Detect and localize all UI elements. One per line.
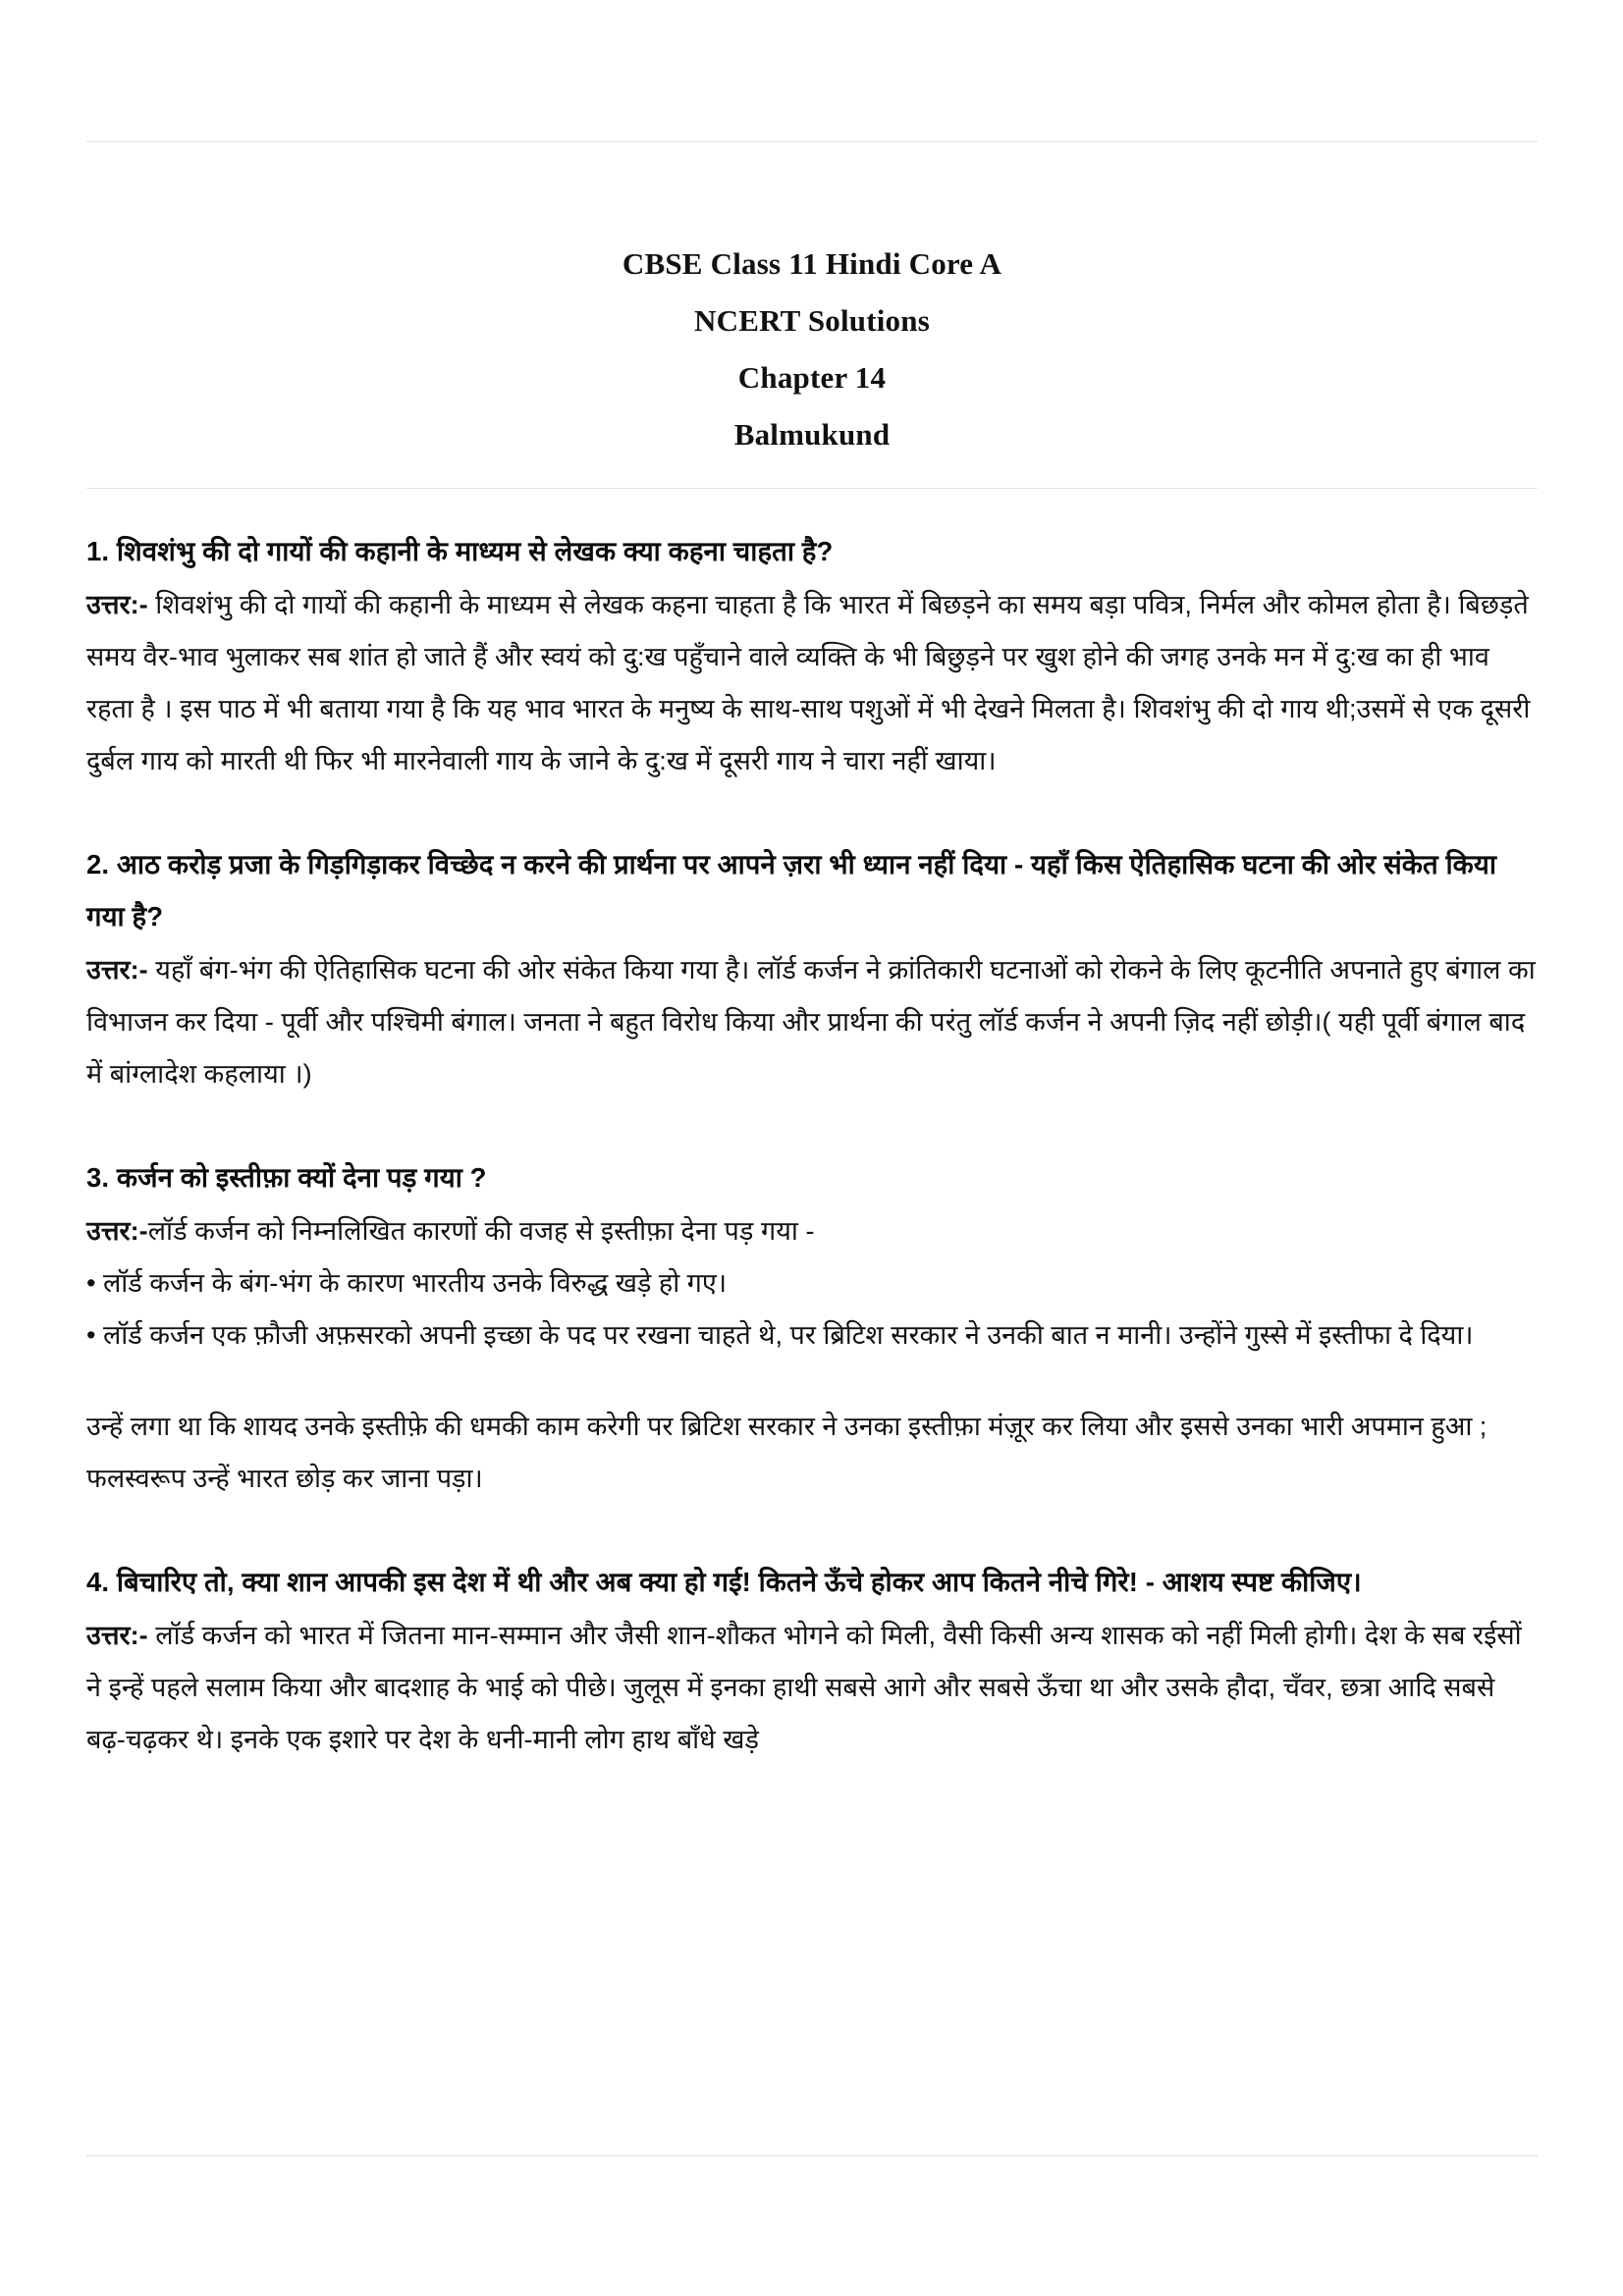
- title-separator-rule: [86, 488, 1538, 489]
- answer-label-2: उत्तर:-: [86, 955, 148, 985]
- qa-item-2: [86, 838, 1538, 1100]
- answer-text-3: लॉर्ड कर्जन को निम्नलिखित कारणों की वजह से इस्तीफ़ा देना पड़ गया -: [147, 1216, 815, 1246]
- question-1: 1. शिवशंभु की दो गायों की कहानी के माध्यम से लेखक क्या कहना चाहता है?: [86, 536, 834, 566]
- answer-3-extra-paragraph: उन्हें लगा था कि शायद उनके इस्तीफ़े की धमकी काम करेगी पर ब्रिटिश सरकार ने उनका इस्तीफ़ा मंज़ूर कर लिया और इससे उनका भारी अपमान हुआ ; फलस्वरूप उन्हें भारत छोड़ कर जाना पड़ा।: [86, 1412, 1488, 1493]
- answer-1: [86, 579, 1538, 787]
- qa-item-4: [86, 1556, 1538, 1766]
- qa-item-1: [86, 525, 1538, 787]
- qa-body: [86, 525, 1538, 1766]
- title-line-chapter: Chapter 14: [737, 360, 887, 395]
- answer-3-bullet-2: • लॉर्ड कर्जन एक फ़ौजी अफ़सरको अपनी इच्छा के पद पर रखना चाहते थे, पर ब्रिटिश सरकार ने उनकी बात न मानी। उन्होंने गुस्से में इस्तीफा दे दिया।: [86, 1320, 1474, 1350]
- answer-text-4: लॉर्ड कर्जन को भारत में जितना मान-सम्मान और जैसी शान-शौकत भोगने को मिली, वैसी किसी अन्य शासक को नहीं मिली होगी। देश के सब रईसों ने इन्हें पहले सलाम किया और बादशाह के भाई को पीछे। जुलूस में इनका हाथी सबसे आगे और सबसे ऊँचा था और उसके हौदा, चँवर, छत्रा आदि सबसे बढ़-चढ़कर थे। इनके एक इशारे पर देश के धनी-मानी लोग हाथ बाँधे खड़े: [86, 1621, 1522, 1754]
- question-2: 2. आठ करोड़ प्रजा के गिड़गिड़ाकर विच्छेद न करने की प्रार्थना पर आपने ज़रा भी ध्यान नहीं दिया - यहाँ किस ऐतिहासिक घटना की ओर संकेत किया गया है?: [86, 849, 1497, 932]
- answer-2: [86, 944, 1538, 1100]
- spacer: [86, 1100, 1538, 1151]
- answer-text-1: शिवशंभु की दो गायों की कहानी के माध्यम से लेखक कहना चाहता है कि भारत में बिछड़ने का समय बड़ा पवित्र, निर्मल और कोमल होता है। बिछड़ते समय वैर-भाव भुलाकर सब शांत हो जाते हैं और स्वयं को दु:ख पहुँचाने वाले व्यक्ति के भी बिछुड़ने पर खुश होने की जगह उनके मन में दु:ख का ही भाव रहता है । इस पाठ में भी बताया गया है कि यह भाव भारत के मनुष्य के साथ-साथ पशुओं में भी देखने मिलता है। शिवशंभु की दो गाय थी;उसमें से एक दूसरी दुर्बल गाय को मारती थी फिर भी मारनेवाली गाय के जाने के दु:ख में दूसरी गाय ने चारा नहीं खाया।: [86, 590, 1531, 775]
- title-line-course: CBSE Class 11 Hindi Core A: [622, 246, 1002, 281]
- answer-3-bullet-1: • लॉर्ड कर्जन के बंग-भंग के कारण भारतीय उनके विरुद्ध खड़े हो गए।: [86, 1268, 728, 1298]
- page-bottom-rule: [86, 2155, 1538, 2157]
- answer-text-2: यहाँ बंग-भंग की ऐतिहासिक घटना की ओर संकेत किया गया है। लॉर्ड कर्जन ने क्रांतिकारी घटनाओं को रोकने के लिए कूटनीति अपनाते हुए बंगाल का विभाजन कर दिया - पूर्वी और पश्चिमी बंगाल। जनता ने बहुत विरोध किया और प्रार्थना की परंतु लॉर्ड कर्जन ने अपनी ज़िद नहीं छोड़ी।( यही पूर्वी बंगाल बाद में बांग्लादेश कहलाया ।): [86, 955, 1536, 1089]
- spacer: [86, 787, 1538, 838]
- spacer: [86, 1362, 1538, 1401]
- qa-item-3: [86, 1151, 1538, 1505]
- answer-label-1: उत्तर:-: [86, 590, 148, 619]
- answer-label-4: उत्तर:-: [86, 1621, 148, 1650]
- spacer: [86, 1505, 1538, 1556]
- answer-label-3: उत्तर:-: [86, 1216, 148, 1246]
- document-title-block: [86, 236, 1538, 463]
- page-top-rule: [86, 140, 1538, 142]
- answer-3: [86, 1205, 1538, 1257]
- title-line-author: Balmukund: [733, 417, 891, 452]
- question-4: 4. बिचारिए तो, क्या शान आपकी इस देश में थी और अब क्या हो गई! कितने ऊँचे होकर आप कितने नीचे गिरे! - आशय स्पष्ट कीजिए।: [86, 1567, 1362, 1597]
- answer-4: [86, 1610, 1538, 1766]
- question-3: 3. कर्जन को इस्तीफ़ा क्यों देना पड़ गया ?: [86, 1162, 487, 1193]
- title-line-solutions: NCERT Solutions: [694, 303, 930, 338]
